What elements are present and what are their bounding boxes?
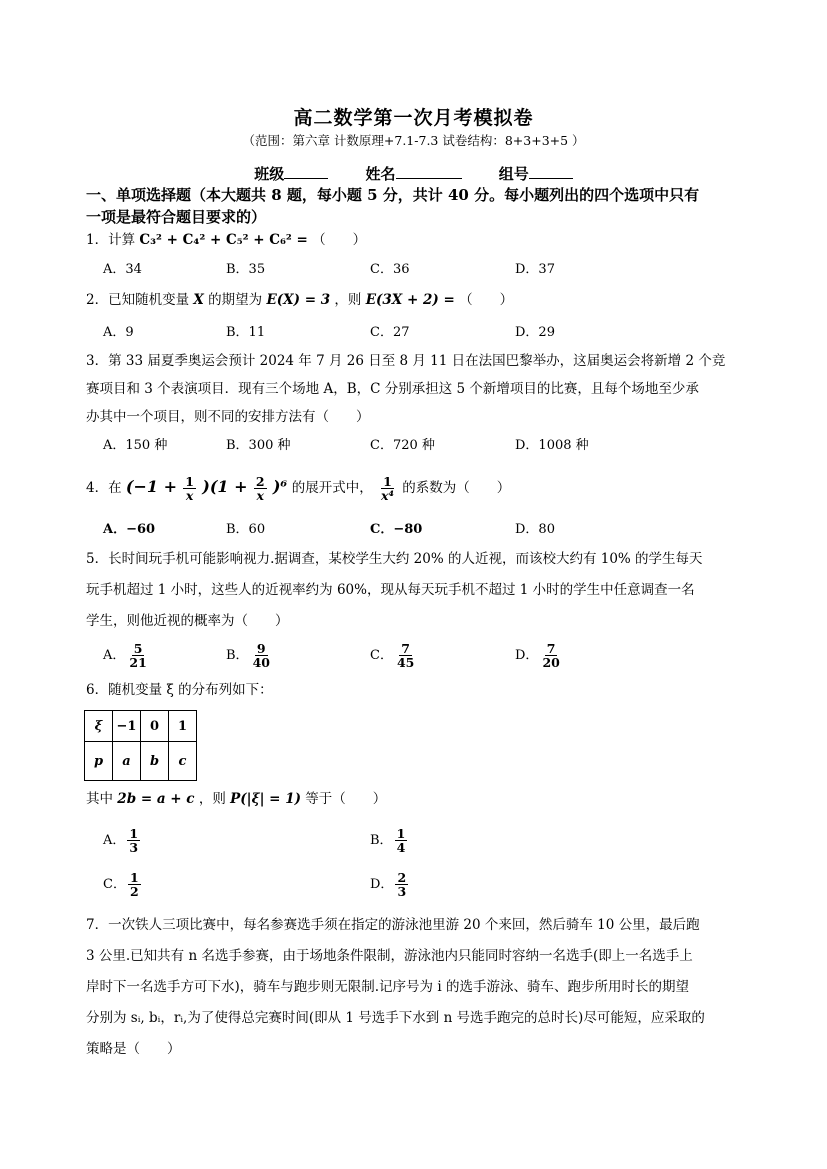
q5-b-label: B． xyxy=(226,648,249,663)
q2-option-a[interactable]: A．9 xyxy=(103,325,134,340)
q6-d-den: 3 xyxy=(397,884,407,899)
table-cell: a xyxy=(113,742,141,781)
q6-options-row2 xyxy=(103,866,743,904)
q5-d-den: 20 xyxy=(542,655,560,670)
group-label: 组号 xyxy=(498,165,529,183)
table-cell: b xyxy=(141,742,169,781)
q1-option-a[interactable]: A．34 xyxy=(103,262,142,277)
q3-option-d[interactable]: D．1008 种 xyxy=(515,438,589,453)
q6-option-b[interactable] xyxy=(370,822,409,860)
distribution-table xyxy=(84,710,197,781)
question-7 xyxy=(86,910,746,1065)
q4-suffix: 的系数为（ ） xyxy=(402,480,511,496)
q4-frac3-num: 1 xyxy=(383,474,392,489)
q5-option-d[interactable] xyxy=(515,638,564,674)
q5-b-den: 40 xyxy=(252,655,270,670)
q4-expr-close: )⁶ xyxy=(272,477,288,496)
q4-frac2-num: 2 xyxy=(255,474,265,489)
question-1 xyxy=(86,226,746,254)
q2-prefix: 2．已知随机变量 xyxy=(86,292,190,308)
exam-title: 高二数学第一次月考模拟卷 xyxy=(293,107,534,129)
name-field xyxy=(365,165,461,183)
q4-fraction-1 xyxy=(183,475,196,502)
q4-frac3-den: x⁴ xyxy=(381,488,394,503)
table-cell: −1 xyxy=(113,711,141,742)
q5-line1: 5．长时间玩手机可能影响视力.据调查，某校学生大约 20% 的人近视，而该校大约有 10% 的学生每天 xyxy=(86,551,703,567)
q5-d-fraction xyxy=(540,642,561,669)
q7-line4: 分别为 sᵢ, bᵢ，rᵢ,为了使得总完赛时间(即从 1 号选手下水到 n 号选手跑完的总时长)尽可能短，应采取的 xyxy=(86,1010,705,1026)
q5-c-num: 7 xyxy=(401,641,410,656)
q2-mid2: ，则 xyxy=(334,292,362,308)
question-3 xyxy=(86,347,746,431)
q4-options xyxy=(103,516,743,544)
q6-a-fraction xyxy=(127,827,140,854)
section-heading-line1: 一、单项选择题（本大题共 8 题，每小题 5 分，共计 40 分。每小题列出的四个选项中只有 xyxy=(86,186,700,204)
name-label: 姓名 xyxy=(365,165,396,183)
q5-option-b[interactable] xyxy=(226,638,274,674)
q3-line3: 办其中一个项目，则不同的安排方法有（ ） xyxy=(86,409,370,425)
q6-d-fraction xyxy=(395,871,408,898)
q6-b-den: 4 xyxy=(396,840,406,855)
q4-mid: 的展开式中， xyxy=(291,480,373,496)
table-row xyxy=(85,742,197,781)
q2-option-d[interactable]: D．29 xyxy=(515,325,555,340)
class-label: 班级 xyxy=(254,165,285,183)
q5-c-label: C． xyxy=(370,648,393,663)
q3-line2: 赛项目和 3 个表演项目．现有三个场地 A，B，C 分别承担这 5 个新增项目的比赛，且每个场地至少承 xyxy=(86,381,699,397)
q5-a-label: A． xyxy=(103,648,126,663)
q5-d-label: D． xyxy=(515,648,539,663)
section-heading-line2: 一项是最符合题目要求的） xyxy=(86,208,267,226)
table-cell: 1 xyxy=(169,711,197,742)
q6-option-d[interactable] xyxy=(370,866,410,904)
q5-c-fraction xyxy=(395,642,416,669)
exam-subtitle: （范围：第六章 计数原理+7.1-7.3 试卷结构：8+3+3+5 ） xyxy=(242,133,585,148)
q1-options xyxy=(103,256,743,284)
q6-c-label: C． xyxy=(103,877,126,892)
q5-d-num: 7 xyxy=(546,641,556,656)
q4-frac2-den: x xyxy=(256,488,264,503)
class-field xyxy=(254,165,328,183)
q6-condition xyxy=(86,785,746,813)
q7-line1: 7．一次铁人三项比赛中，每名参赛选手须在指定的游泳池里游 20 个来回，然后骑车 10 公里，最后跑 xyxy=(86,917,700,933)
q5-a-fraction xyxy=(127,642,148,669)
q1-option-b[interactable]: B．35 xyxy=(226,262,266,277)
q4-option-c[interactable]: C．−80 xyxy=(370,522,423,537)
q4-expr-open: (−1 + xyxy=(125,477,177,496)
q4-option-b[interactable]: B．60 xyxy=(226,522,266,537)
q1-suffix: （ ） xyxy=(312,232,367,248)
q2-expectation: E(X) = 3 xyxy=(266,292,331,308)
q6-b-label: B． xyxy=(370,833,393,848)
q4-fraction-3 xyxy=(379,475,396,502)
q7-line3: 岸时下一名选手方可下水)，骑车与跑步则无限制.记序号为 i 的选手游泳、骑车、跑步所用时长的期望 xyxy=(86,979,689,995)
question-5 xyxy=(86,544,746,637)
q5-options xyxy=(103,638,743,674)
q4-expr-mid: )(1 + xyxy=(202,477,248,496)
q7-line2: 3 公里.已知共有 n 名选手参赛，由于场地条件限制，游泳池内只能同时容纳一名选手(即上一名选手上 xyxy=(86,948,693,964)
q6-c-num: 1 xyxy=(129,870,139,885)
q5-a-den: 21 xyxy=(129,655,147,670)
q6-cond-mid: ，则 xyxy=(198,791,226,807)
q2-option-c[interactable]: C．27 xyxy=(370,325,410,340)
q1-option-d[interactable]: D．37 xyxy=(515,262,555,277)
question-4 xyxy=(86,470,746,505)
q1-option-c[interactable]: C．36 xyxy=(370,262,410,277)
q3-option-c[interactable]: C．720 种 xyxy=(370,438,435,453)
q6-d-label: D． xyxy=(370,877,394,892)
q5-b-num: 9 xyxy=(256,641,266,656)
q5-a-num: 5 xyxy=(133,641,143,656)
q6-cond-suffix: 等于（ ） xyxy=(305,791,387,807)
q6-probability-expression: P(|ξ| = 1) xyxy=(230,791,301,807)
q3-option-b[interactable]: B．300 种 xyxy=(226,438,291,453)
group-blank xyxy=(529,164,573,179)
q6-option-a[interactable] xyxy=(103,822,142,860)
q6-b-num: 1 xyxy=(396,826,406,841)
q2-variable: X xyxy=(193,292,204,308)
q6-c-den: 2 xyxy=(129,884,139,899)
q4-fraction-2 xyxy=(254,475,267,502)
question-2 xyxy=(86,286,746,314)
q6-a-num: 1 xyxy=(129,826,139,841)
q7-line5: 策略是（ ） xyxy=(86,1041,181,1057)
table-cell: ξ xyxy=(85,711,113,742)
q6-a-label: A． xyxy=(103,833,126,848)
table-cell: c xyxy=(169,742,197,781)
student-info-line xyxy=(0,163,827,184)
q4-frac1-num: 1 xyxy=(185,474,194,489)
q1-prefix: 1．计算 xyxy=(86,232,136,248)
q3-line1: 3．第 33 届夏季奥运会预计 2024 年 7 月 26 日至 8 月 11 日在法国巴黎举办，这届奥运会将新增 2 个竞 xyxy=(86,353,726,369)
q3-option-a[interactable]: A．150 种 xyxy=(103,438,168,453)
q4-prefix: 4．在 xyxy=(86,480,122,496)
table-row xyxy=(85,711,197,742)
q6-d-num: 2 xyxy=(397,870,407,885)
q2-target-expression: E(3X + 2) = xyxy=(365,292,455,308)
q6-options-row1 xyxy=(103,822,743,860)
q2-mid: 的期望为 xyxy=(208,292,263,308)
q6-a-den: 3 xyxy=(129,840,139,855)
table-cell: p xyxy=(85,742,113,781)
q4-option-d[interactable]: D．80 xyxy=(515,522,555,537)
name-blank xyxy=(396,164,462,179)
q2-suffix: （ ） xyxy=(459,292,514,308)
q6-b-fraction xyxy=(395,827,408,854)
q5-option-c[interactable] xyxy=(370,638,418,674)
q2-option-b[interactable]: B．11 xyxy=(226,325,266,340)
group-field xyxy=(499,165,573,183)
q3-options xyxy=(103,432,743,460)
section-heading xyxy=(86,184,746,228)
q5-option-a[interactable] xyxy=(103,638,151,674)
q6-cond-expression: 2b = a + c xyxy=(117,791,195,807)
q6-cond-prefix: 其中 xyxy=(86,791,113,807)
q4-option-a[interactable]: A．−60 xyxy=(103,522,156,537)
q5-line3: 学生，则他近视的概率为（ ） xyxy=(86,613,289,629)
q6-c-fraction xyxy=(128,871,141,898)
q1-expression: C₃² + C₄² + C₅² + C₆² = xyxy=(139,232,308,248)
q5-b-fraction xyxy=(251,642,272,669)
question-6: 6．随机变量 ξ 的分布列如下： xyxy=(86,682,273,698)
q5-line2: 玩手机超过 1 小时，这些人的近视率约为 60%，现从每天玩手机不超过 1 小时的学生中任意调查一名 xyxy=(86,582,695,598)
q6-option-c[interactable] xyxy=(103,866,143,904)
q2-options xyxy=(103,319,743,347)
q5-c-den: 45 xyxy=(396,655,415,670)
table-cell: 0 xyxy=(141,711,169,742)
q4-frac1-den: x xyxy=(185,488,194,503)
class-blank xyxy=(284,164,328,179)
